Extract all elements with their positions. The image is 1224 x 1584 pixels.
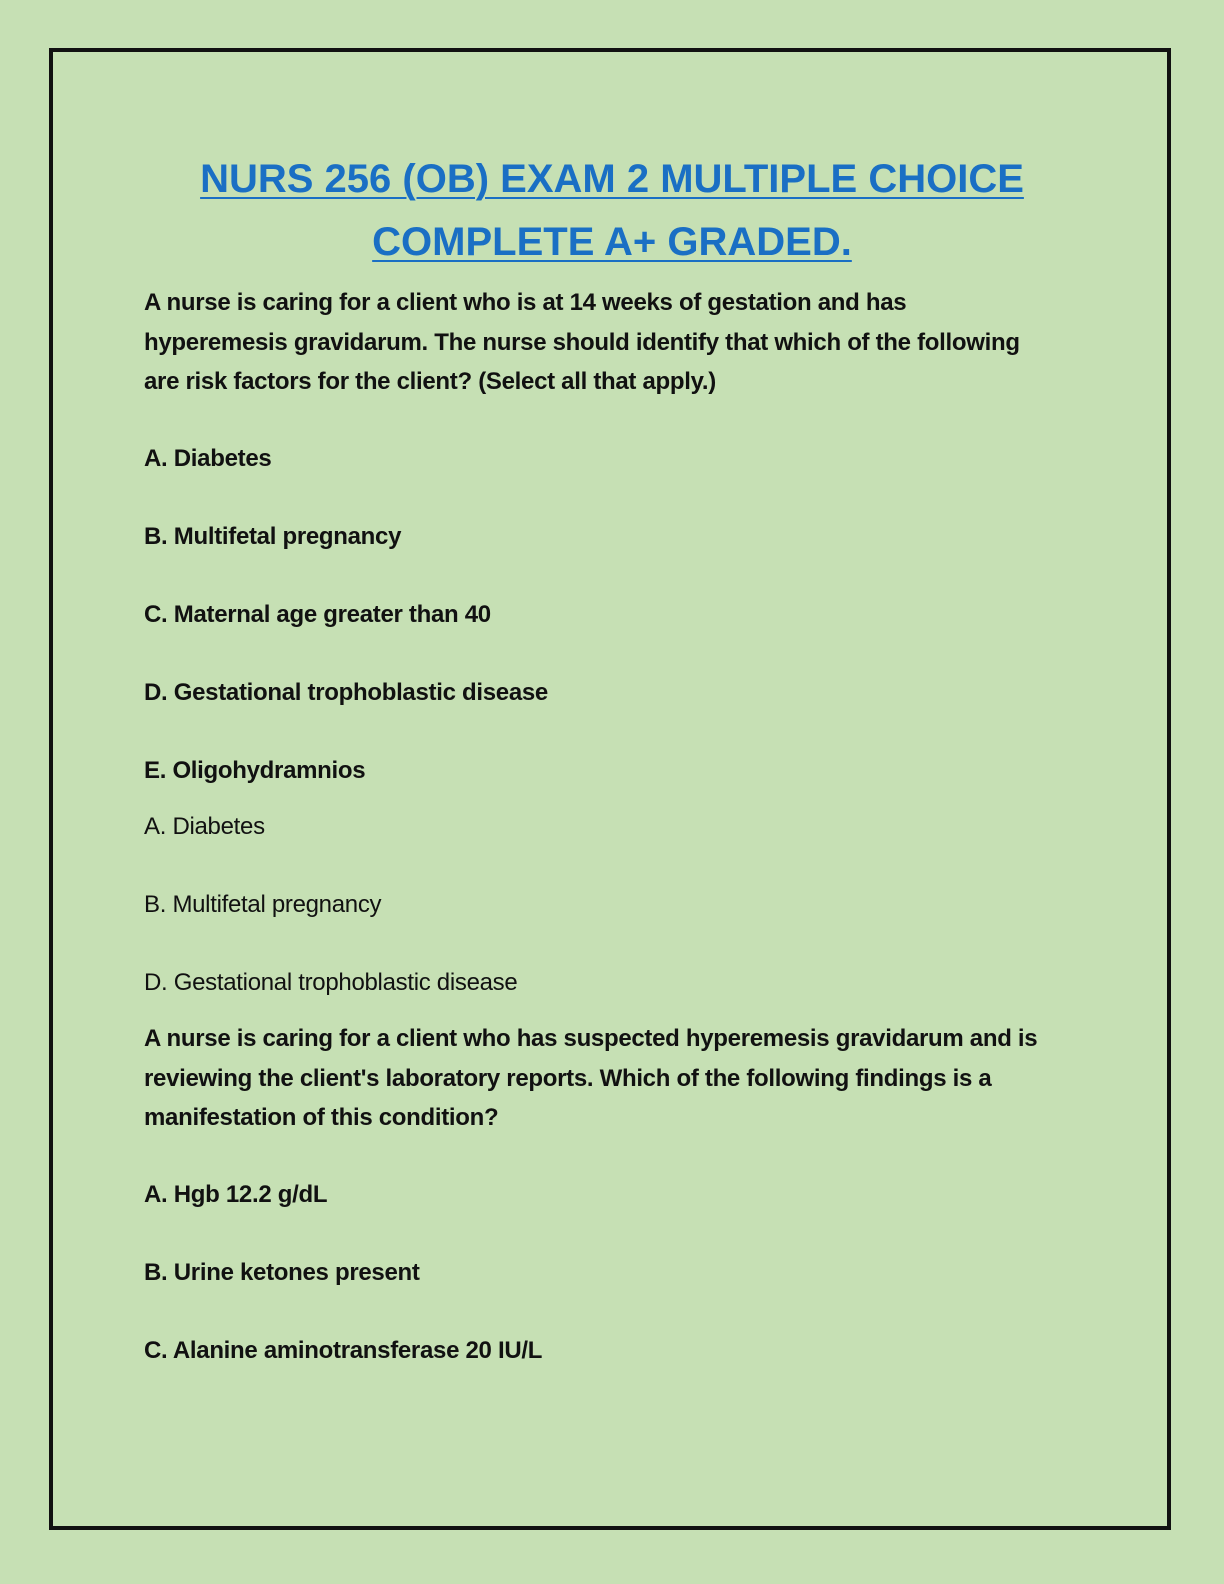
question-1-answer-1: A. Diabetes: [144, 813, 265, 840]
title-line-2: COMPLETE A+ GRADED.: [372, 220, 852, 264]
question-2-option-c: C. Alanine aminotransferase 20 IU/L: [144, 1337, 543, 1364]
question-1-option-e: E. Oligohydramnios: [144, 757, 366, 784]
question-2-text: A nurse is caring for a client who has suspected hyperemesis gravidarum and is reviewing the client's laboratory reports. Which of the following findings is a manifestation of this condition?: [144, 1025, 1038, 1131]
question-1-text: A nurse is caring for a client who is at 14 weeks of gestation and has hyperemesis gravidarum. The nurse should identify that which of the following are risk factors for the client? (Select all that apply.): [144, 289, 1020, 395]
question-1-option-c: C. Maternal age greater than 40: [144, 601, 491, 628]
question-1-option-b: B. Multifetal pregnancy: [144, 523, 402, 550]
question-2-option-b: B. Urine ketones present: [144, 1259, 420, 1286]
question-1-option-a: A. Diabetes: [144, 445, 272, 472]
question-1: [144, 283, 1044, 402]
question-2-option-a: A. Hgb 12.2 g/dL: [144, 1181, 328, 1208]
document-title: [0, 148, 1224, 274]
title-line-1: NURS 256 (OB) EXAM 2 MULTIPLE CHOICE: [200, 157, 1024, 201]
question-1-answer-3: D. Gestational trophoblastic disease: [144, 969, 518, 996]
question-2: [144, 1019, 1044, 1138]
question-1-answer-2: B. Multifetal pregnancy: [144, 891, 382, 918]
question-1-option-d: D. Gestational trophoblastic disease: [144, 679, 548, 706]
